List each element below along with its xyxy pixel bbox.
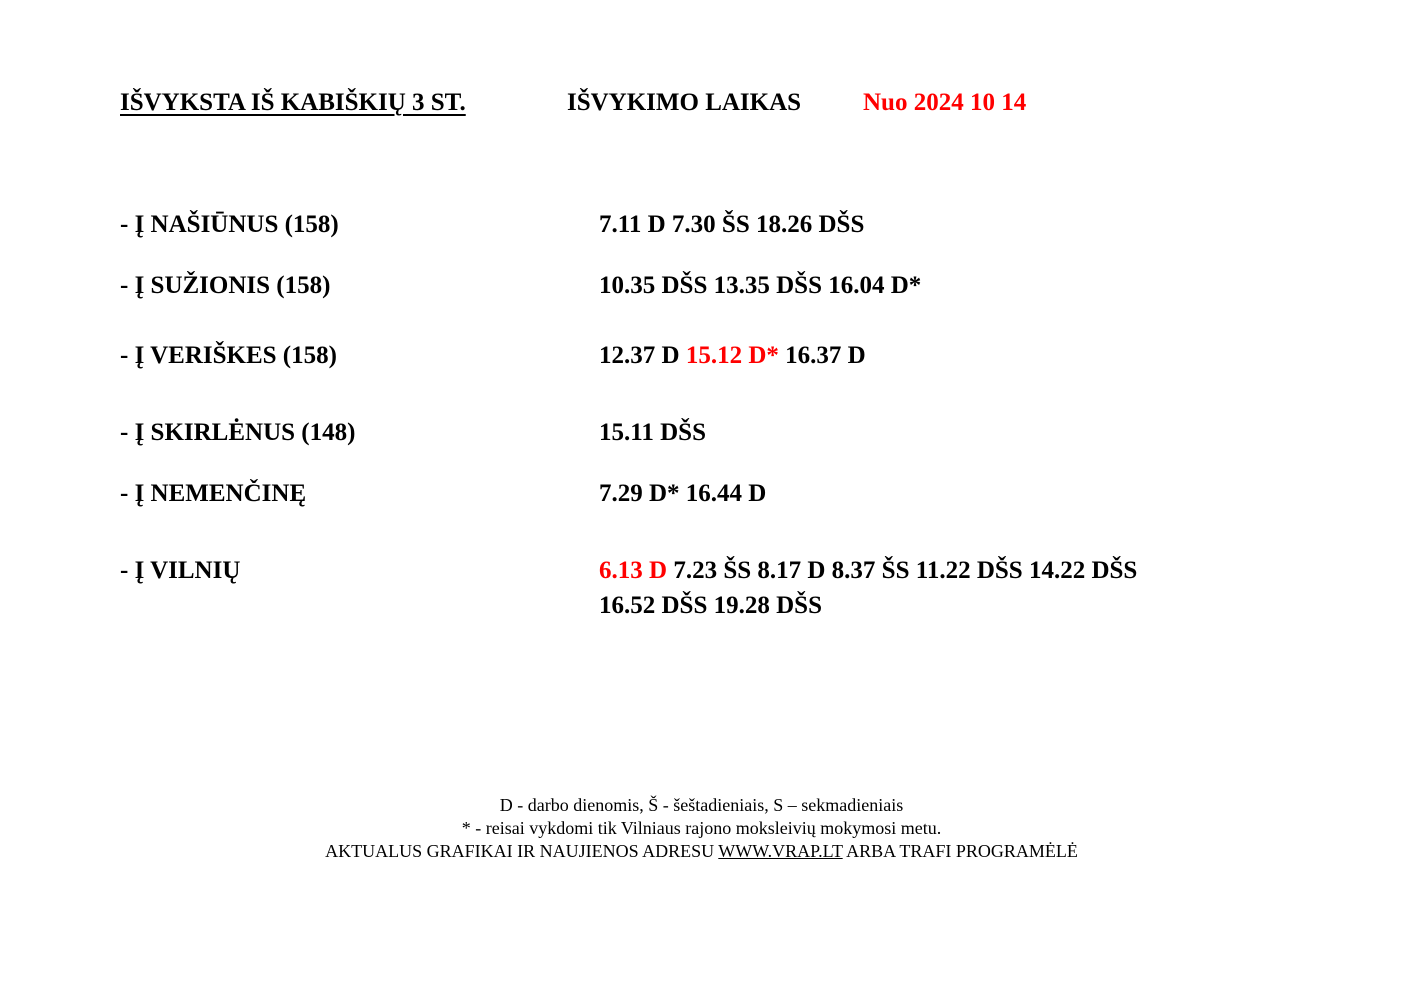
route-destination: - Į NEMENČINĘ bbox=[120, 480, 307, 507]
departure-time-heading: IŠVYKIMO LAIKAS bbox=[567, 89, 802, 116]
info-text bbox=[0, 840, 1403, 863]
route-time: 12.37 D bbox=[599, 342, 680, 369]
route-destination: - Į NAŠIŪNUS (158) bbox=[120, 211, 339, 238]
info-text-after: ARBA TRAFI PROGRAMĖLĖ bbox=[846, 841, 1078, 861]
route-times: 7.29 D* 16.44 D bbox=[599, 480, 767, 507]
route-times: 16.52 DŠS 19.28 DŠS bbox=[599, 592, 822, 619]
route-time-highlighted: 15.12 D* bbox=[685, 342, 779, 369]
route-times bbox=[599, 553, 1137, 588]
route-destination: - Į SUŽIONIS (158) bbox=[120, 272, 331, 299]
route-destination: - Į SKIRLĖNUS (148) bbox=[120, 419, 356, 446]
page-header bbox=[0, 86, 1403, 120]
route-times: 7.11 D 7.30 ŠS 18.26 DŠS bbox=[599, 211, 865, 238]
footnote-text: * - reisai vykdomi tik Vilniaus rajono moksleivių mokymosi metu. bbox=[461, 818, 942, 838]
departure-stop-title: IŠVYKSTA IŠ KABIŠKIŲ 3 ST. bbox=[120, 89, 466, 116]
website-link[interactable]: WWW.VRAP.LT bbox=[718, 841, 843, 861]
route-times: 15.11 DŠS bbox=[599, 419, 706, 446]
route-destination: - Į VERIŠKES (158) bbox=[120, 342, 337, 369]
route-times bbox=[599, 338, 866, 373]
route-times: 10.35 DŠS 13.35 DŠS 16.04 D* bbox=[599, 272, 922, 299]
route-time: 16.37 D bbox=[785, 342, 866, 369]
legend-text: D - darbo dienomis, Š - šeštadieniais, S – sekmadieniais bbox=[499, 795, 904, 815]
route-time-highlighted: 6.13 D bbox=[599, 557, 668, 584]
valid-from-date: Nuo 2024 10 14 bbox=[863, 89, 1027, 116]
route-time: 7.23 ŠS 8.17 D 8.37 ŠS 11.22 DŠS 14.22 DŠS bbox=[673, 557, 1138, 584]
page-footer bbox=[0, 794, 1403, 863]
route-destination: - Į VILNIŲ bbox=[120, 557, 241, 584]
info-text-before: AKTUALUS GRAFIKAI IR NAUJIENOS ADRESU bbox=[325, 841, 715, 861]
